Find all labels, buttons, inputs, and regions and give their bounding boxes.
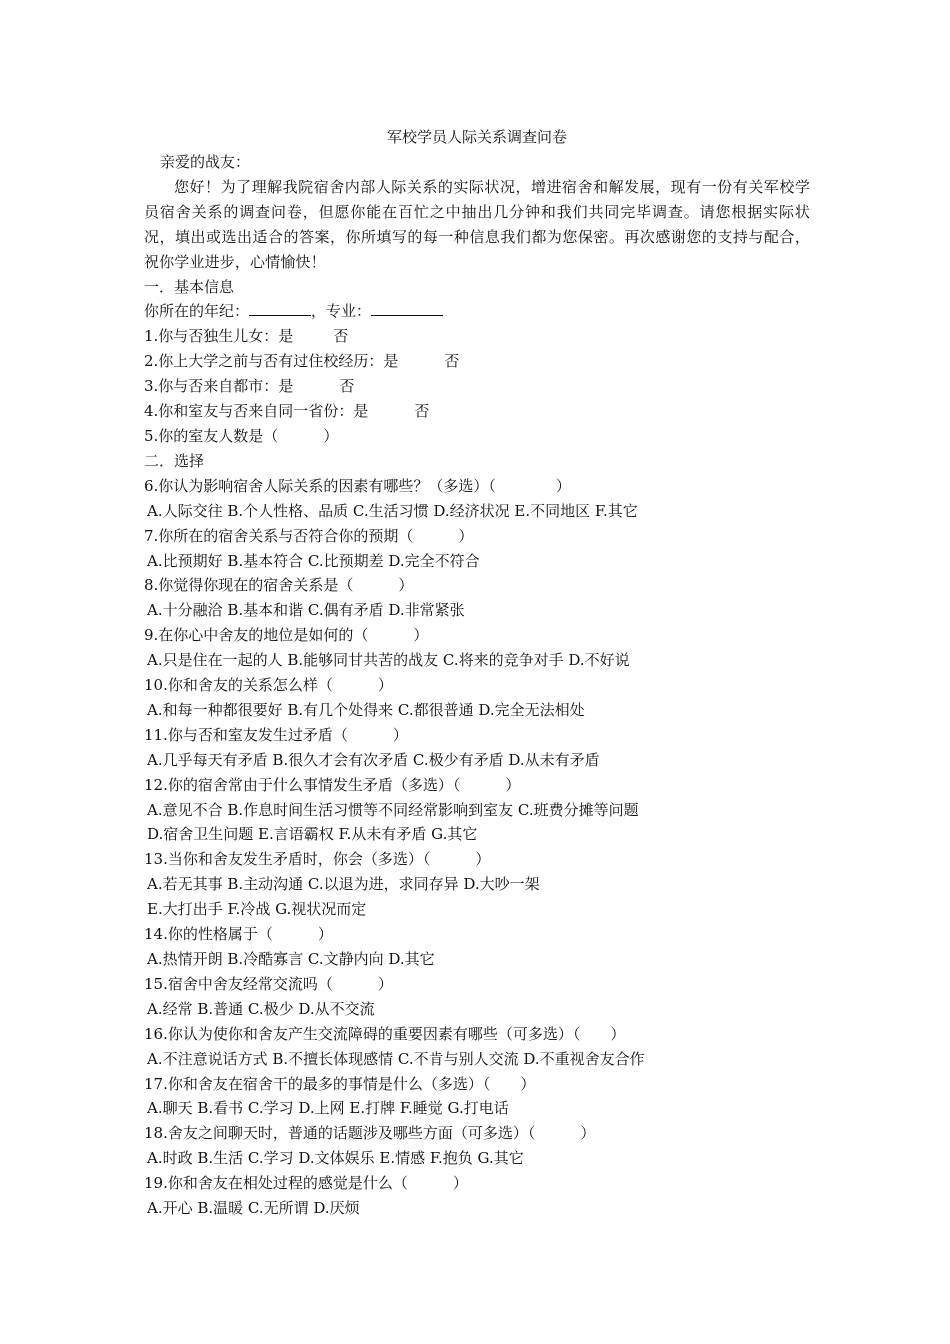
options-7[interactable]: A.比预期好 B.基本符合 C.比预期差 D.完全不符合 (147, 551, 480, 570)
section-choice: 二．选择 (144, 451, 205, 470)
intro-paragraph: 您好！为了理解我院宿舍内部人际关系的实际状况，增进宿舍和解发展，现有一份有关军校学员宿舍关系的调查问卷，但愿你能在百忙之中抽出几分钟和我们共同完毕调查。请您根据实际状况，填出或选出适合的答案，你所填写的每一种信息我们都为您保密。再次感谢您的支持与配合，祝你学业进步，心情愉快！ (144, 177, 810, 271)
question-18: 18.舍友之间聊天时，普通的话题涉及哪些方面（可多选）（ ） (144, 1124, 596, 1143)
question-10: 10.你和舍友的关系怎么样（ ） (144, 676, 393, 695)
question-7: 7.你所在的宿舍关系与否符合你的预期（ ） (144, 526, 474, 545)
options-10[interactable]: A.和每一种都很要好 B.有几个处得来 C.都很普通 D.完全无法相处 (147, 700, 585, 719)
question-11: 11.你与否和室友发生过矛盾（ ） (144, 725, 408, 744)
option-no[interactable]: 否 (444, 352, 460, 371)
question-16: 16.你认为使你和舍友产生交流障碍的重要因素有哪些（可多选）（ ） (144, 1024, 626, 1043)
options-12a[interactable]: A.意见不合 B.作息时间生活习惯等不同经常影响到室友 C.班费分摊等问题 (147, 800, 639, 819)
question-5: 5.你的室友人数是（ ） (144, 426, 339, 445)
options-17[interactable]: A.聊天 B.看书 C.学习 D.上网 E.打牌 F.睡觉 G.打电话 (147, 1099, 509, 1118)
grade-blank[interactable] (249, 301, 311, 316)
question-15: 15.宿舍中舍友经常交流吗（ ） (144, 974, 393, 993)
option-no[interactable]: 否 (333, 327, 349, 346)
options-9[interactable]: A.只是住在一起的人 B.能够同甘共苦的战友 C.将来的竞争对手 D.不好说 (147, 651, 630, 670)
option-no[interactable]: 否 (339, 377, 355, 396)
question-6: 6.你认为影响宿舍人际关系的因素有哪些？（多选）（ ） (144, 476, 571, 495)
major-label: ，专业： (311, 302, 372, 321)
question-14: 14.你的性格属于（ ） (144, 925, 333, 944)
options-14[interactable]: A.热情开朗 B.冷酷寡言 C.文静内向 D.其它 (147, 950, 435, 968)
option-yes[interactable]: 是 (353, 402, 369, 421)
options-13a[interactable]: A.若无其事 B.主动沟通 C.以退为进，求同存异 D.大吵一架 (147, 875, 540, 894)
document-title: 军校学员人际关系调查问卷 (386, 128, 567, 146)
question-9: 9.在你心中舍友的地位是如何的（ ） (144, 626, 429, 645)
greeting: 亲爱的战友： (160, 153, 251, 171)
question-13: 13.当你和舍友发生矛盾时，你会（多选）（ ） (144, 850, 491, 869)
options-13b[interactable]: E.大打出手 F.冷战 G.视状况而定 (147, 900, 367, 919)
section-basic-info: 一．基本信息 (144, 277, 235, 296)
question-8: 8.你觉得你现在的宿舍关系是（ ） (144, 576, 414, 595)
option-no[interactable]: 否 (414, 402, 430, 421)
options-19[interactable]: A.开心 B.温暖 C.无所谓 D.厌烦 (147, 1199, 360, 1218)
question-text: 4.你和室友与否来自同一省份： (144, 402, 354, 421)
options-15[interactable]: A.经常 B.普通 C.极少 D.从不交流 (147, 999, 375, 1018)
questionnaire (144, 124, 810, 1221)
question-17: 17.你和舍友在宿舍干的最多的事情是什么（多选）（ ） (144, 1074, 536, 1093)
question-text: 1.你与否独生儿女： (144, 327, 279, 346)
question-text: 2.你上大学之前与否有过住校经历： (144, 352, 384, 371)
basic-info-line (144, 299, 810, 324)
question-3 (144, 374, 810, 399)
options-12b[interactable]: D.宿舍卫生问题 E.言语霸权 F.从未有矛盾 G.其它 (147, 825, 478, 844)
option-yes[interactable]: 是 (383, 352, 399, 371)
question-12: 12.你的宿舍常由于什么事情发生矛盾（多选）（ ） (144, 775, 521, 794)
question-2 (144, 349, 810, 374)
option-yes[interactable]: 是 (278, 377, 294, 396)
question-1 (144, 324, 810, 349)
question-text: 3.你与否来自都市： (144, 377, 279, 396)
options-6[interactable]: A.人际交往 B.个人性格、品质 C.生活习惯 D.经济状况 E.不同地区 F.其它 (147, 501, 638, 520)
major-blank[interactable] (371, 301, 443, 316)
question-19: 19.你和舍友在相处过程的感觉是什么（ ） (144, 1174, 468, 1193)
grade-label: 你所在的年纪： (144, 302, 250, 321)
question-4 (144, 399, 810, 424)
options-16[interactable]: A.不注意说话方式 B.不擅长体现感情 C.不肯与别人交流 D.不重视舍友合作 (147, 1049, 645, 1068)
options-8[interactable]: A.十分融洽 B.基本和谐 C.偶有矛盾 D.非常紧张 (147, 601, 465, 620)
option-yes[interactable]: 是 (278, 327, 294, 346)
options-18[interactable]: A.时政 B.生活 C.学习 D.文体娱乐 E.情感 F.抱负 G.其它 (147, 1149, 524, 1168)
options-11[interactable]: A.几乎每天有矛盾 B.很久才会有次矛盾 C.极少有矛盾 D.从未有矛盾 (147, 750, 600, 769)
